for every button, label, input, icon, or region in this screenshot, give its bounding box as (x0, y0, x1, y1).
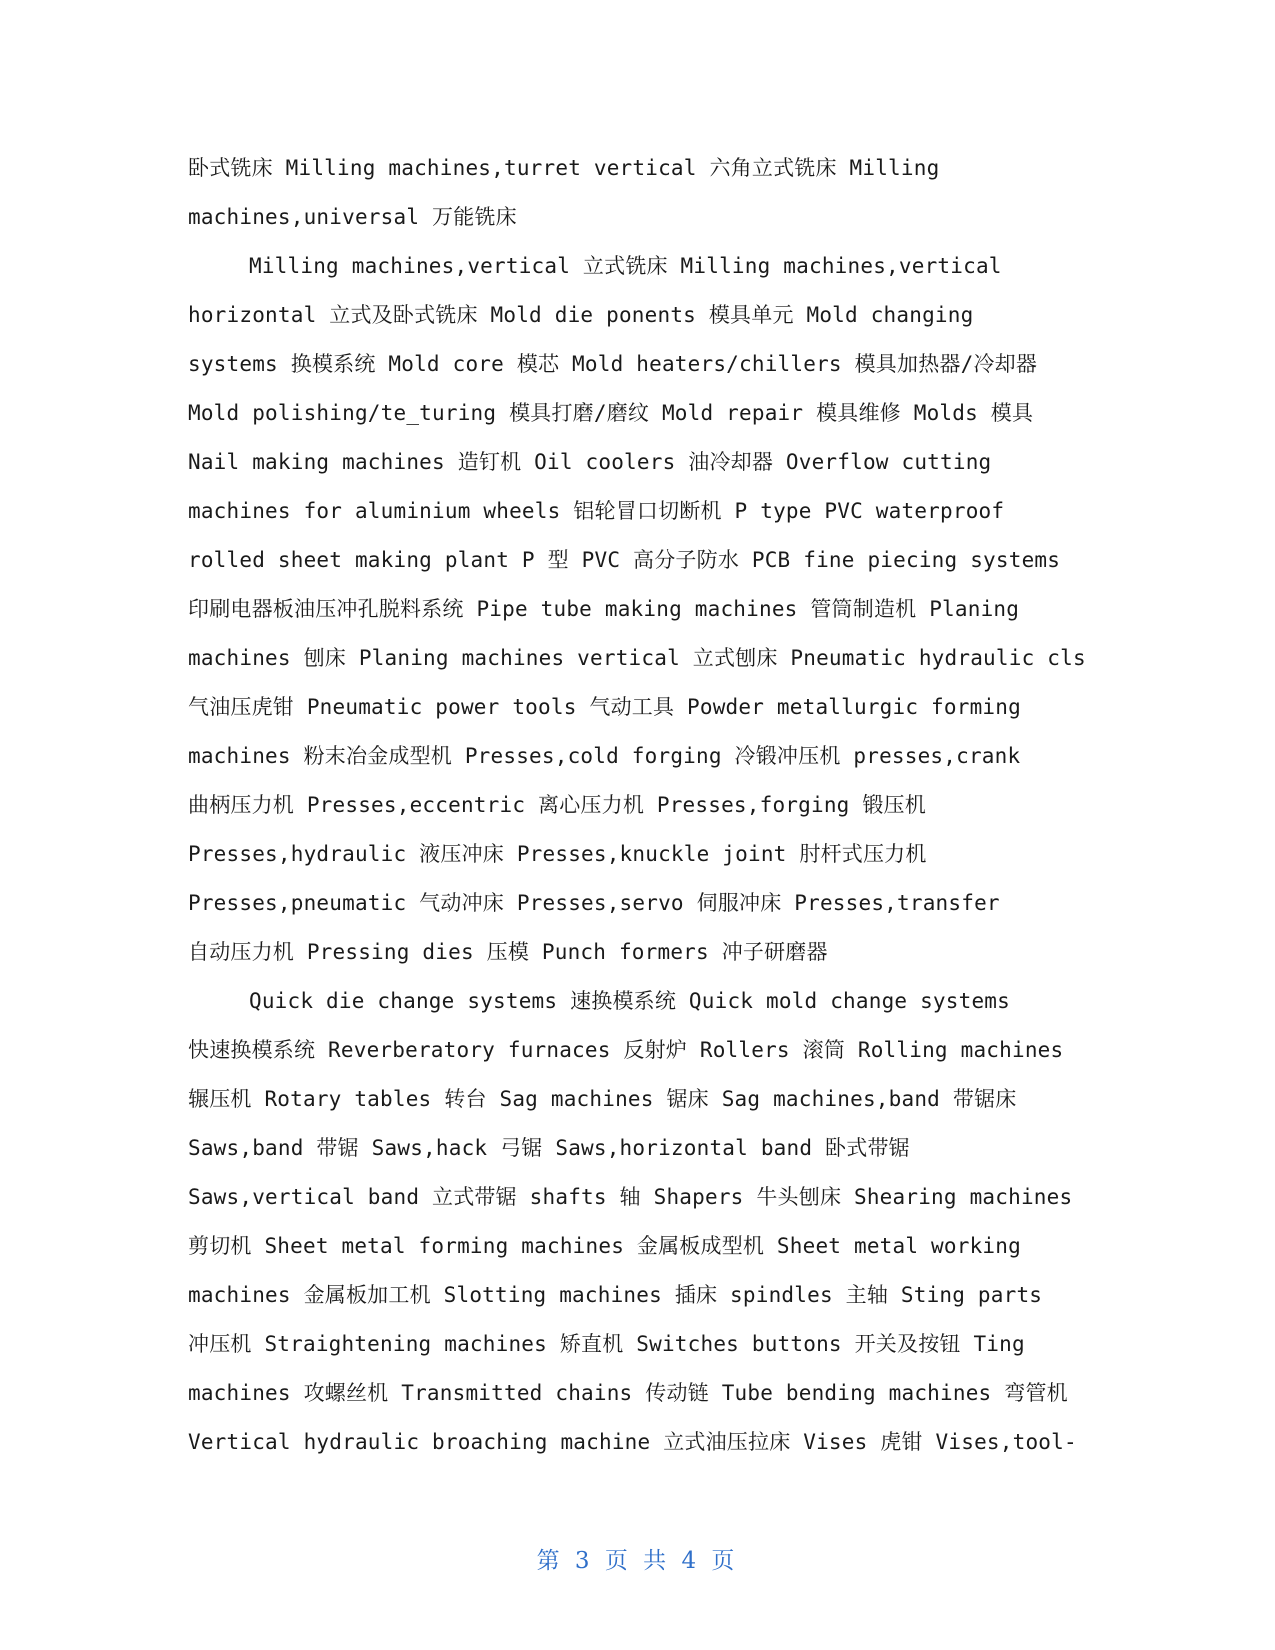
text-line: Presses,pneumatic 气动冲床 Presses,servo 伺服冲床 Presses,transfer (188, 891, 1000, 915)
paragraph-start-line: Quick die change systems 速换模系统 Quick mold change systems (249, 989, 1010, 1013)
text-line: Saws,band 带锯 Saws,hack 弓锯 Saws,horizontal band 卧式带锯 (188, 1136, 910, 1160)
text-line: machines 粉末冶金成型机 Presses,cold forging 冷锻冲压机 presses,crank (188, 744, 1021, 768)
text-line: 曲柄压力机 Presses,eccentric 离心压力机 Presses,forging 锻压机 (188, 793, 926, 817)
text-line: machines 攻螺丝机 Transmitted chains 传动链 Tube bending machines 弯管机 (188, 1381, 1068, 1405)
text-line: 冲压机 Straightening machines 矫直机 Switches buttons 开关及按钮 Ting (188, 1332, 1025, 1356)
text-line: systems 换模系统 Mold core 模芯 Mold heaters/chillers 模具加热器/冷却器 (188, 352, 1038, 376)
text-line: Saws,vertical band 立式带锯 shafts 轴 Shapers 牛头刨床 Shearing machines (188, 1185, 1073, 1209)
text-line: Mold polishing/te_turing 模具打磨/磨纹 Mold repair 模具维修 Molds 模具 (188, 401, 1034, 425)
text-line: machines 金属板加工机 Slotting machines 插床 spindles 主轴 Sting parts (188, 1283, 1043, 1307)
text-line: rolled sheet making plant P 型 PVC 高分子防水 PCB fine piecing systems (188, 548, 1061, 572)
paragraph-start-line: Milling machines,vertical 立式铣床 Milling machines,vertical (249, 254, 1002, 278)
text-line: 剪切机 Sheet metal forming machines 金属板成型机 Sheet metal working (188, 1234, 1021, 1258)
text-line: Vertical hydraulic broaching machine 立式油压拉床 Vises 虎钳 Vises,tool- (188, 1430, 1077, 1454)
text-line: 辗压机 Rotary tables 转台 Sag machines 锯床 Sag machines,band 带锯床 (188, 1087, 1017, 1111)
text-line: 气油压虎钳 Pneumatic power tools 气动工具 Powder metallurgic forming (188, 695, 1021, 719)
text-line: machines for aluminium wheels 铝轮冒口切断机 P type PVC waterproof (188, 499, 1005, 523)
page-number-footer: 第 3 页 共 4 页 (536, 1548, 739, 1574)
text-line: Presses,hydraulic 液压冲床 Presses,knuckle joint 肘杆式压力机 (188, 842, 927, 866)
text-line: horizontal 立式及卧式铣床 Mold die ponents 模具单元 Mold changing (188, 303, 974, 327)
text-line: machines,universal 万能铣床 (188, 205, 517, 229)
text-line: 卧式铣床 Milling machines,turret vertical 六角立式铣床 Milling (188, 156, 940, 180)
text-line: 自动压力机 Pressing dies 压模 Punch formers 冲子研磨器 (188, 940, 828, 964)
text-line: Nail making machines 造钉机 Oil coolers 油冷却器 Overflow cutting (188, 450, 992, 474)
document-body (188, 144, 1100, 1467)
text-line: 印刷电器板油压冲孔脱料系统 Pipe tube making machines 管筒制造机 Planing (188, 597, 1020, 621)
text-line: machines 刨床 Planing machines vertical 立式刨床 Pneumatic hydraulic cls (188, 646, 1086, 670)
text-line: 快速换模系统 Reverberatory furnaces 反射炉 Rollers 滚筒 Rolling machines (188, 1038, 1064, 1062)
